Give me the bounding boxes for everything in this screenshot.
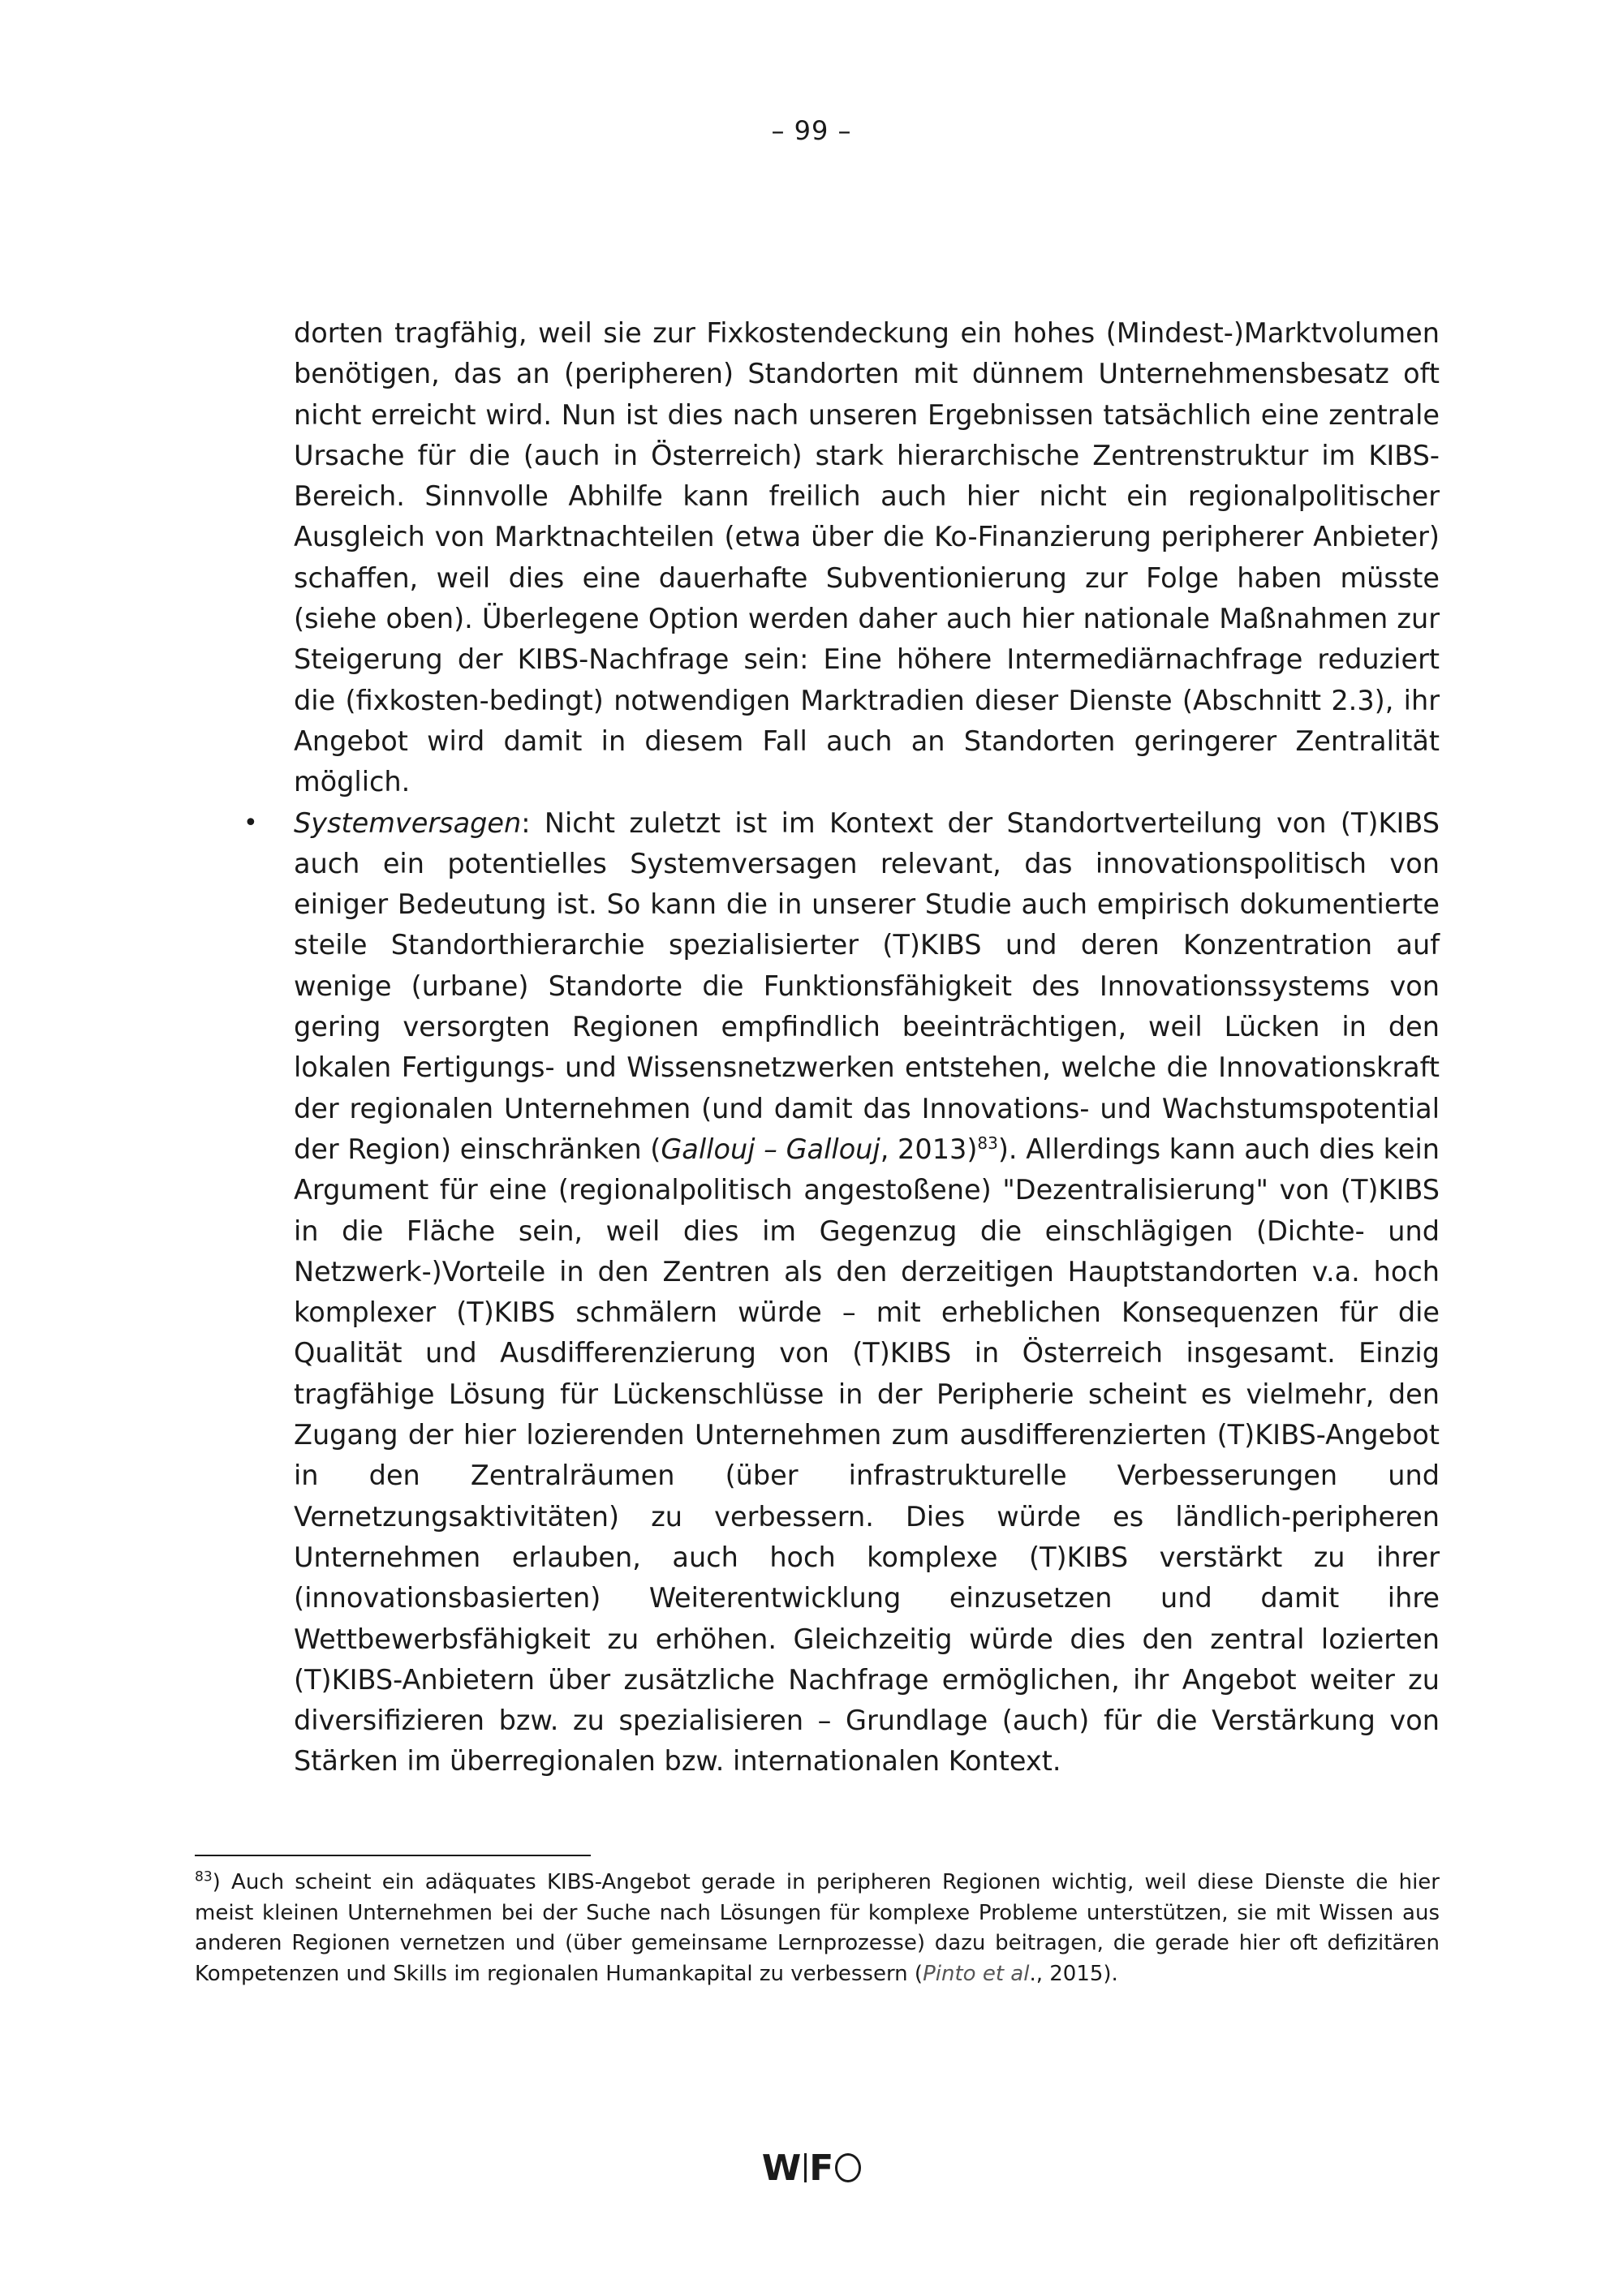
footnote-mark: 83	[195, 1868, 213, 1885]
logo-letter-f: F	[809, 2148, 835, 2189]
page-number: – 99 –	[771, 115, 852, 146]
footnote-text: ) Auch scheint ein adäquates KIBS-Angebot gerade in peripheren Regionen wichtig, weil diese Dienste die hier meist kleinen Unternehmen bei der Suche nach Lösungen für komplexe Probleme unterstützen, sie mit Wissen aus anderen Regionen vernetzen und (über gemeinsame Lernprozesse) dazu beitragen, die gerade hier oft defizitären Kompetenzen und Skills im regionalen Humankapital zu verbessern (	[195, 1870, 1440, 1986]
bullet-term: Systemversagen	[294, 806, 522, 839]
citation-gallouj: Gallouj – Gallouj	[661, 1133, 880, 1165]
logo-circle-icon	[835, 2153, 861, 2182]
logo-bar-icon	[804, 2153, 807, 2182]
main-text	[243, 313, 1440, 1782]
logo-letter-w: W	[761, 2148, 803, 2189]
footnote-reference[interactable]: 83	[977, 1133, 998, 1153]
wifo-logo	[0, 2148, 1623, 2189]
bullet-text-part2: ). Allerdings kann auch dies kein Argument für eine (regionalpolitisch angestoßene) "Dezentralisierung" von (T)KIBS in die Fläche sein, weil dies im Gegenzug die einschlägigen (Dichte- und Netzwerk-)Vorteile in den Zentren als den derzeitigen Hauptstandorten v.a. hoch komplexer (T)KIBS schmälern würde – mit erheblichen Konsequenzen für die Qualität und Ausdifferenzierung von (T)KIBS in Österreich insgesamt. Einzig tragfähige Lösung für Lückenschlüsse in der Peripherie scheint es vielmehr, den Zugang der hier lozierenden Unternehmen zum ausdifferenzierten (T)KIBS-Angebot in den Zentralräumen (über infrastrukturelle Verbesserungen und Vernetzungsaktivitäten) zu verbessern. Dies würde es ländlich-peripheren Unternehmen erlauben, auch hoch komplexe (T)KIBS verstärkt zu ihrer (innovationsbasierten) Weiterentwicklung einzusetzen und damit ihre Wettbewerbsfähigkeit zu erhöhen. Gleichzeitig würde dies den zentral lozierten (T)KIBS-Anbietern über zusätzliche Nachfrage ermöglichen, ihr Angebot weiter zu diversifizieren bzw. zu spezialisieren – Grundlage (auch) für die Verstärkung von Stärken im überregionalen bzw. internationalen Kontext.	[294, 1133, 1440, 1778]
bullet-icon: •	[243, 808, 258, 837]
bullet-text-part1: : Nicht zuletzt ist im Kontext der Standortverteilung von (T)KIBS auch ein potentielles Systemversagen relevant, das innovationspolitisch von einiger Bedeutung ist. So kann die in unserer Studie auch empirisch dokumentierte steile Standorthierarchie spezialisierter (T)KIBS und deren Konzentration auf wenige (urbane) Standorte die Funktionsfähigkeit des Innovationssystems von gering versorgten Regionen empfindlich beeinträchtigen, weil Lücken in den lokalen Fertigungs- und Wissensnetzwerken entstehen, welche die Innovationskraft der regionalen Unternehmen (und damit das Innovations- und Wachstumspotential der Region) einschränken (	[294, 806, 1440, 1165]
footnote-83	[195, 1868, 1440, 1989]
footnote-divider	[195, 1855, 591, 1856]
continuation-paragraph: dorten tragfähig, weil sie zur Fixkostendeckung ein hohes (Mindest-)Marktvolumen benötigen, das an (peripheren) Standorten mit dünnem Unternehmensbesatz oft nicht erreicht wird. Nun ist dies nach unseren Ergebnissen tatsächlich eine zentrale Ursache für die (auch in Österreich) stark hierarchische Zentrenstruktur im KIBS-Bereich. Sinnvolle Abhilfe kann freilich auch hier nicht ein regionalpolitischer Ausgleich von Marktnachteilen (etwa über die Ko-Finanzierung peripherer Anbieter) schaffen, weil dies eine dauerhafte Subventionierung zur Folge haben müsste (siehe oben). Überlegene Option werden daher auch hier nationale Maßnahmen zur Steigerung der KIBS-Nachfrage sein: Eine höhere Intermediärnachfrage reduziert die (fixkosten-bedingt) notwendigen Marktradien dieser Dienste (Abschnitt 2.3), ihr Angebot wird damit in diesem Fall auch an Standorten geringerer Zentralität möglich.	[294, 317, 1440, 798]
footnote-citation-end: ., 2015).	[1029, 1961, 1118, 1986]
footnote-citation: Pinto et al	[923, 1961, 1030, 1986]
bullet-item-systemversagen	[243, 803, 1440, 1782]
citation-year: , 2013)	[880, 1133, 978, 1165]
